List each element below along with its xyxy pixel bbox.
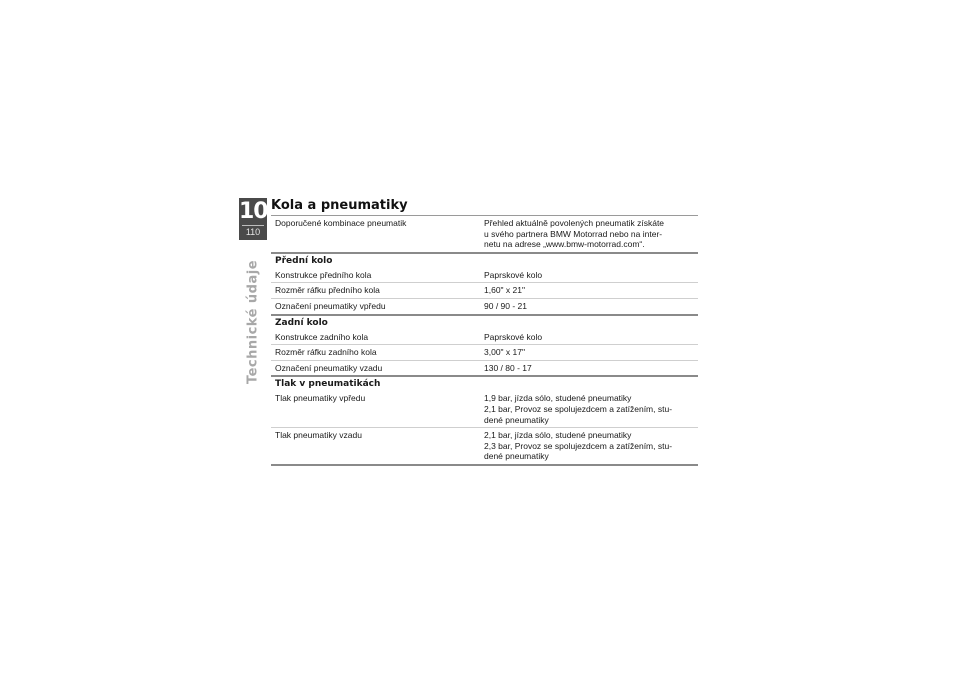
value-line: netu na adrese „www.bmw-motorrad.com“. [484,239,645,250]
row-value [484,393,698,425]
chapter-number: 10 [239,199,268,224]
chapter-tab [239,198,267,240]
group-title-front-wheel: Přední kolo [271,252,698,268]
value-line: Přehled aktuálně povolených pneumatik získáte [484,218,665,228]
row-label: Označení pneumatiky vpředu [275,300,386,311]
row-value: Paprskové kolo [484,269,543,280]
table-row [271,268,698,283]
row-label: Rozměr ráfku předního kola [275,285,380,296]
value-line: 2,3 bar, Provoz se spolujezdcem a zatížením, stu- [484,440,673,451]
table-row [271,330,698,345]
group-title-tyre-pressure: Tlak v pneumatikách [271,375,698,391]
table-row [271,391,698,427]
row-value [484,430,698,462]
page-number: 110 [245,227,261,237]
table-row [271,360,698,376]
row-value: 1,60" x 21" [484,285,526,296]
row-label: Konstrukce zadního kola [275,331,369,342]
row-label: Konstrukce předního kola [275,269,372,280]
section-title: Kola a pneumatiky [271,198,408,213]
row-value: Paprskové kolo [484,331,543,342]
chapter-divider [242,225,264,226]
value-line: 2,1 bar, jízda sólo, studené pneumatiky [484,430,632,441]
row-value [484,218,698,250]
value-line: dené pneumatiky [484,414,549,425]
row-label: Tlak pneumatiky vpředu [275,393,366,404]
value-line: dené pneumatiky [484,451,549,462]
table-row [271,427,698,464]
group-title-rear-wheel: Zadní kolo [271,314,698,330]
spec-table [271,215,698,466]
row-label: Označení pneumatiky vzadu [275,362,383,373]
chapter-side-title: Technické údaje [245,259,261,385]
row-value: 130 / 80 - 17 [484,362,532,373]
table-row [271,282,698,298]
row-value: 3,00" x 17" [484,347,526,358]
row-value: 90 / 90 - 21 [484,300,528,311]
row-label: Doporučené kombinace pneumatik [275,218,407,228]
value-line: 2,1 bar, Provoz se spolujezdcem a zatížením, stu- [484,403,673,414]
row-label: Rozměr ráfku zadního kola [275,347,377,358]
table-row [271,298,698,314]
table-row-intro [271,216,698,252]
value-line: u svého partnera BMW Motorrad nebo na inter- [484,228,663,239]
value-line: 1,9 bar, jízda sólo, studené pneumatiky [484,393,632,404]
table-row [271,344,698,360]
row-label: Tlak pneumatiky vzadu [275,430,362,441]
